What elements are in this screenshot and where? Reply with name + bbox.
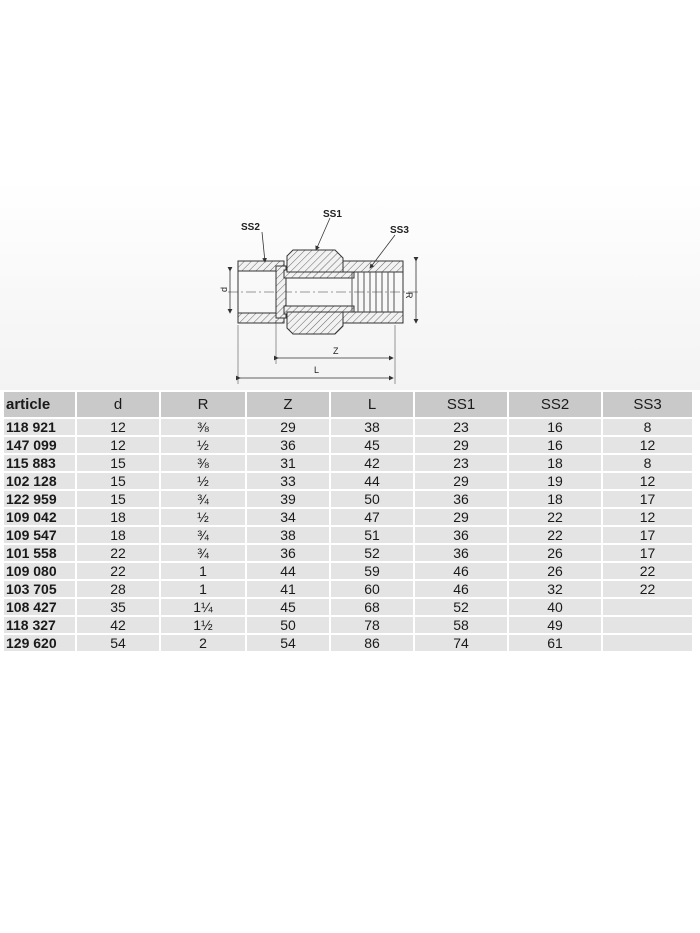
table-row	[4, 580, 692, 598]
table-cell-ss2: 61	[508, 634, 602, 651]
table-cell-r: ½	[160, 436, 246, 454]
table-cell-ss2: 22	[508, 508, 602, 526]
table-cell-ss2: 40	[508, 598, 602, 616]
table-cell-ss3: 22	[602, 580, 692, 598]
table-cell-ss3: 8	[602, 418, 692, 436]
table-cell-l: 45	[330, 436, 414, 454]
table-cell-z: 34	[246, 508, 330, 526]
table-cell-ss1: 58	[414, 616, 508, 634]
table-cell-r: ½	[160, 472, 246, 490]
table-cell-ss1: 29	[414, 472, 508, 490]
table-cell-ss1: 29	[414, 436, 508, 454]
article-number-cell: 102 128	[4, 472, 76, 490]
d-dimension-label: d	[219, 286, 229, 292]
article-number-cell: 103 705	[4, 580, 76, 598]
table-cell-d: 12	[76, 418, 160, 436]
table-row	[4, 508, 692, 526]
r-dimension-label: R	[404, 292, 414, 299]
table-cell-ss3	[602, 598, 692, 616]
table-cell-z: 29	[246, 418, 330, 436]
table-cell-d: 22	[76, 544, 160, 562]
table-cell-z: 31	[246, 454, 330, 472]
article-number-cell: 115 883	[4, 454, 76, 472]
table-cell-ss2: 22	[508, 526, 602, 544]
ss2-label: SS2	[241, 222, 260, 233]
table-cell-ss1: 46	[414, 580, 508, 598]
table-cell-r: ¾	[160, 544, 246, 562]
table-cell-l: 44	[330, 472, 414, 490]
article-number-cell: 122 959	[4, 490, 76, 508]
column-header-article: article	[4, 392, 76, 418]
table-row	[4, 598, 692, 616]
column-header-d: d	[76, 392, 160, 418]
table-cell-d: 42	[76, 616, 160, 634]
table-cell-ss3: 17	[602, 544, 692, 562]
table-cell-ss3: 12	[602, 472, 692, 490]
table-row	[4, 526, 692, 544]
z-dimension-label: Z	[333, 346, 339, 356]
table-cell-z: 41	[246, 580, 330, 598]
table-row	[4, 562, 692, 580]
table-cell-ss3: 8	[602, 454, 692, 472]
table-cell-ss1: 23	[414, 418, 508, 436]
table-cell-r: 1¼	[160, 598, 246, 616]
table-cell-d: 15	[76, 454, 160, 472]
column-header-ss3: SS3	[602, 392, 692, 418]
l-dimension-label: L	[314, 365, 320, 375]
table-row	[4, 436, 692, 454]
table-row	[4, 634, 692, 651]
table-row	[4, 544, 692, 562]
table-cell-l: 86	[330, 634, 414, 651]
table-cell-z: 36	[246, 436, 330, 454]
article-number-cell: 108 427	[4, 598, 76, 616]
table-cell-ss1: 52	[414, 598, 508, 616]
table-cell-l: 50	[330, 490, 414, 508]
table-cell-d: 18	[76, 526, 160, 544]
column-header-ss1: SS1	[414, 392, 508, 418]
table-cell-l: 60	[330, 580, 414, 598]
table-cell-ss2: 32	[508, 580, 602, 598]
table-cell-z: 38	[246, 526, 330, 544]
article-number-cell: 109 042	[4, 508, 76, 526]
table-cell-ss3: 22	[602, 562, 692, 580]
ss1-label: SS1	[323, 209, 342, 220]
table-cell-d: 12	[76, 436, 160, 454]
table-cell-d: 22	[76, 562, 160, 580]
table-cell-ss3: 17	[602, 526, 692, 544]
column-header-z: Z	[246, 392, 330, 418]
union-fitting-drawing	[0, 180, 700, 390]
table-cell-l: 51	[330, 526, 414, 544]
article-number-cell: 118 327	[4, 616, 76, 634]
table-cell-l: 68	[330, 598, 414, 616]
table-cell-ss2: 26	[508, 544, 602, 562]
table-cell-ss1: 36	[414, 490, 508, 508]
column-header-l: L	[330, 392, 414, 418]
table-cell-ss3	[602, 616, 692, 634]
table-cell-d: 15	[76, 490, 160, 508]
table-cell-z: 50	[246, 616, 330, 634]
dimension-table	[4, 392, 692, 651]
article-number-cell: 109 080	[4, 562, 76, 580]
ss3-label: SS3	[390, 225, 409, 236]
table-cell-d: 15	[76, 472, 160, 490]
table-cell-ss3: 12	[602, 508, 692, 526]
table-cell-z: 45	[246, 598, 330, 616]
table-cell-ss2: 16	[508, 418, 602, 436]
table-cell-l: 59	[330, 562, 414, 580]
table-cell-ss2: 18	[508, 490, 602, 508]
table-cell-l: 52	[330, 544, 414, 562]
article-number-cell: 101 558	[4, 544, 76, 562]
table-cell-l: 38	[330, 418, 414, 436]
table-cell-ss1: 46	[414, 562, 508, 580]
column-header-ss2: SS2	[508, 392, 602, 418]
table-cell-ss2: 18	[508, 454, 602, 472]
table-row	[4, 616, 692, 634]
table-cell-ss2: 16	[508, 436, 602, 454]
table-cell-d: 18	[76, 508, 160, 526]
table-cell-r: 1½	[160, 616, 246, 634]
table-cell-ss2: 49	[508, 616, 602, 634]
table-row	[4, 472, 692, 490]
table-cell-d: 54	[76, 634, 160, 651]
table-cell-r: 2	[160, 634, 246, 651]
table-cell-z: 36	[246, 544, 330, 562]
table-cell-z: 39	[246, 490, 330, 508]
table-cell-l: 78	[330, 616, 414, 634]
table-cell-r: ⅜	[160, 454, 246, 472]
table-cell-d: 28	[76, 580, 160, 598]
article-number-cell: 129 620	[4, 634, 76, 651]
table-cell-l: 42	[330, 454, 414, 472]
table-cell-r: 1	[160, 580, 246, 598]
table-cell-ss3: 12	[602, 436, 692, 454]
table-header-row	[4, 392, 692, 418]
table-cell-ss3	[602, 634, 692, 651]
table-cell-z: 33	[246, 472, 330, 490]
article-number-cell: 147 099	[4, 436, 76, 454]
article-number-cell: 118 921	[4, 418, 76, 436]
table-cell-r: ⅜	[160, 418, 246, 436]
table-cell-d: 35	[76, 598, 160, 616]
table-cell-ss2: 19	[508, 472, 602, 490]
technical-drawing-area	[0, 180, 700, 390]
column-header-r: R	[160, 392, 246, 418]
table-cell-l: 47	[330, 508, 414, 526]
table-cell-ss1: 36	[414, 544, 508, 562]
table-cell-r: ¾	[160, 526, 246, 544]
table-cell-z: 54	[246, 634, 330, 651]
table-row	[4, 418, 692, 436]
table-cell-r: ½	[160, 508, 246, 526]
article-number-cell: 109 547	[4, 526, 76, 544]
table-cell-ss1: 36	[414, 526, 508, 544]
table-cell-ss2: 26	[508, 562, 602, 580]
table-cell-r: 1	[160, 562, 246, 580]
table-cell-r: ¾	[160, 490, 246, 508]
table-cell-ss1: 29	[414, 508, 508, 526]
table-cell-z: 44	[246, 562, 330, 580]
table-cell-ss3: 17	[602, 490, 692, 508]
table-cell-ss1: 74	[414, 634, 508, 651]
table-cell-ss1: 23	[414, 454, 508, 472]
table-row	[4, 454, 692, 472]
table-row	[4, 490, 692, 508]
